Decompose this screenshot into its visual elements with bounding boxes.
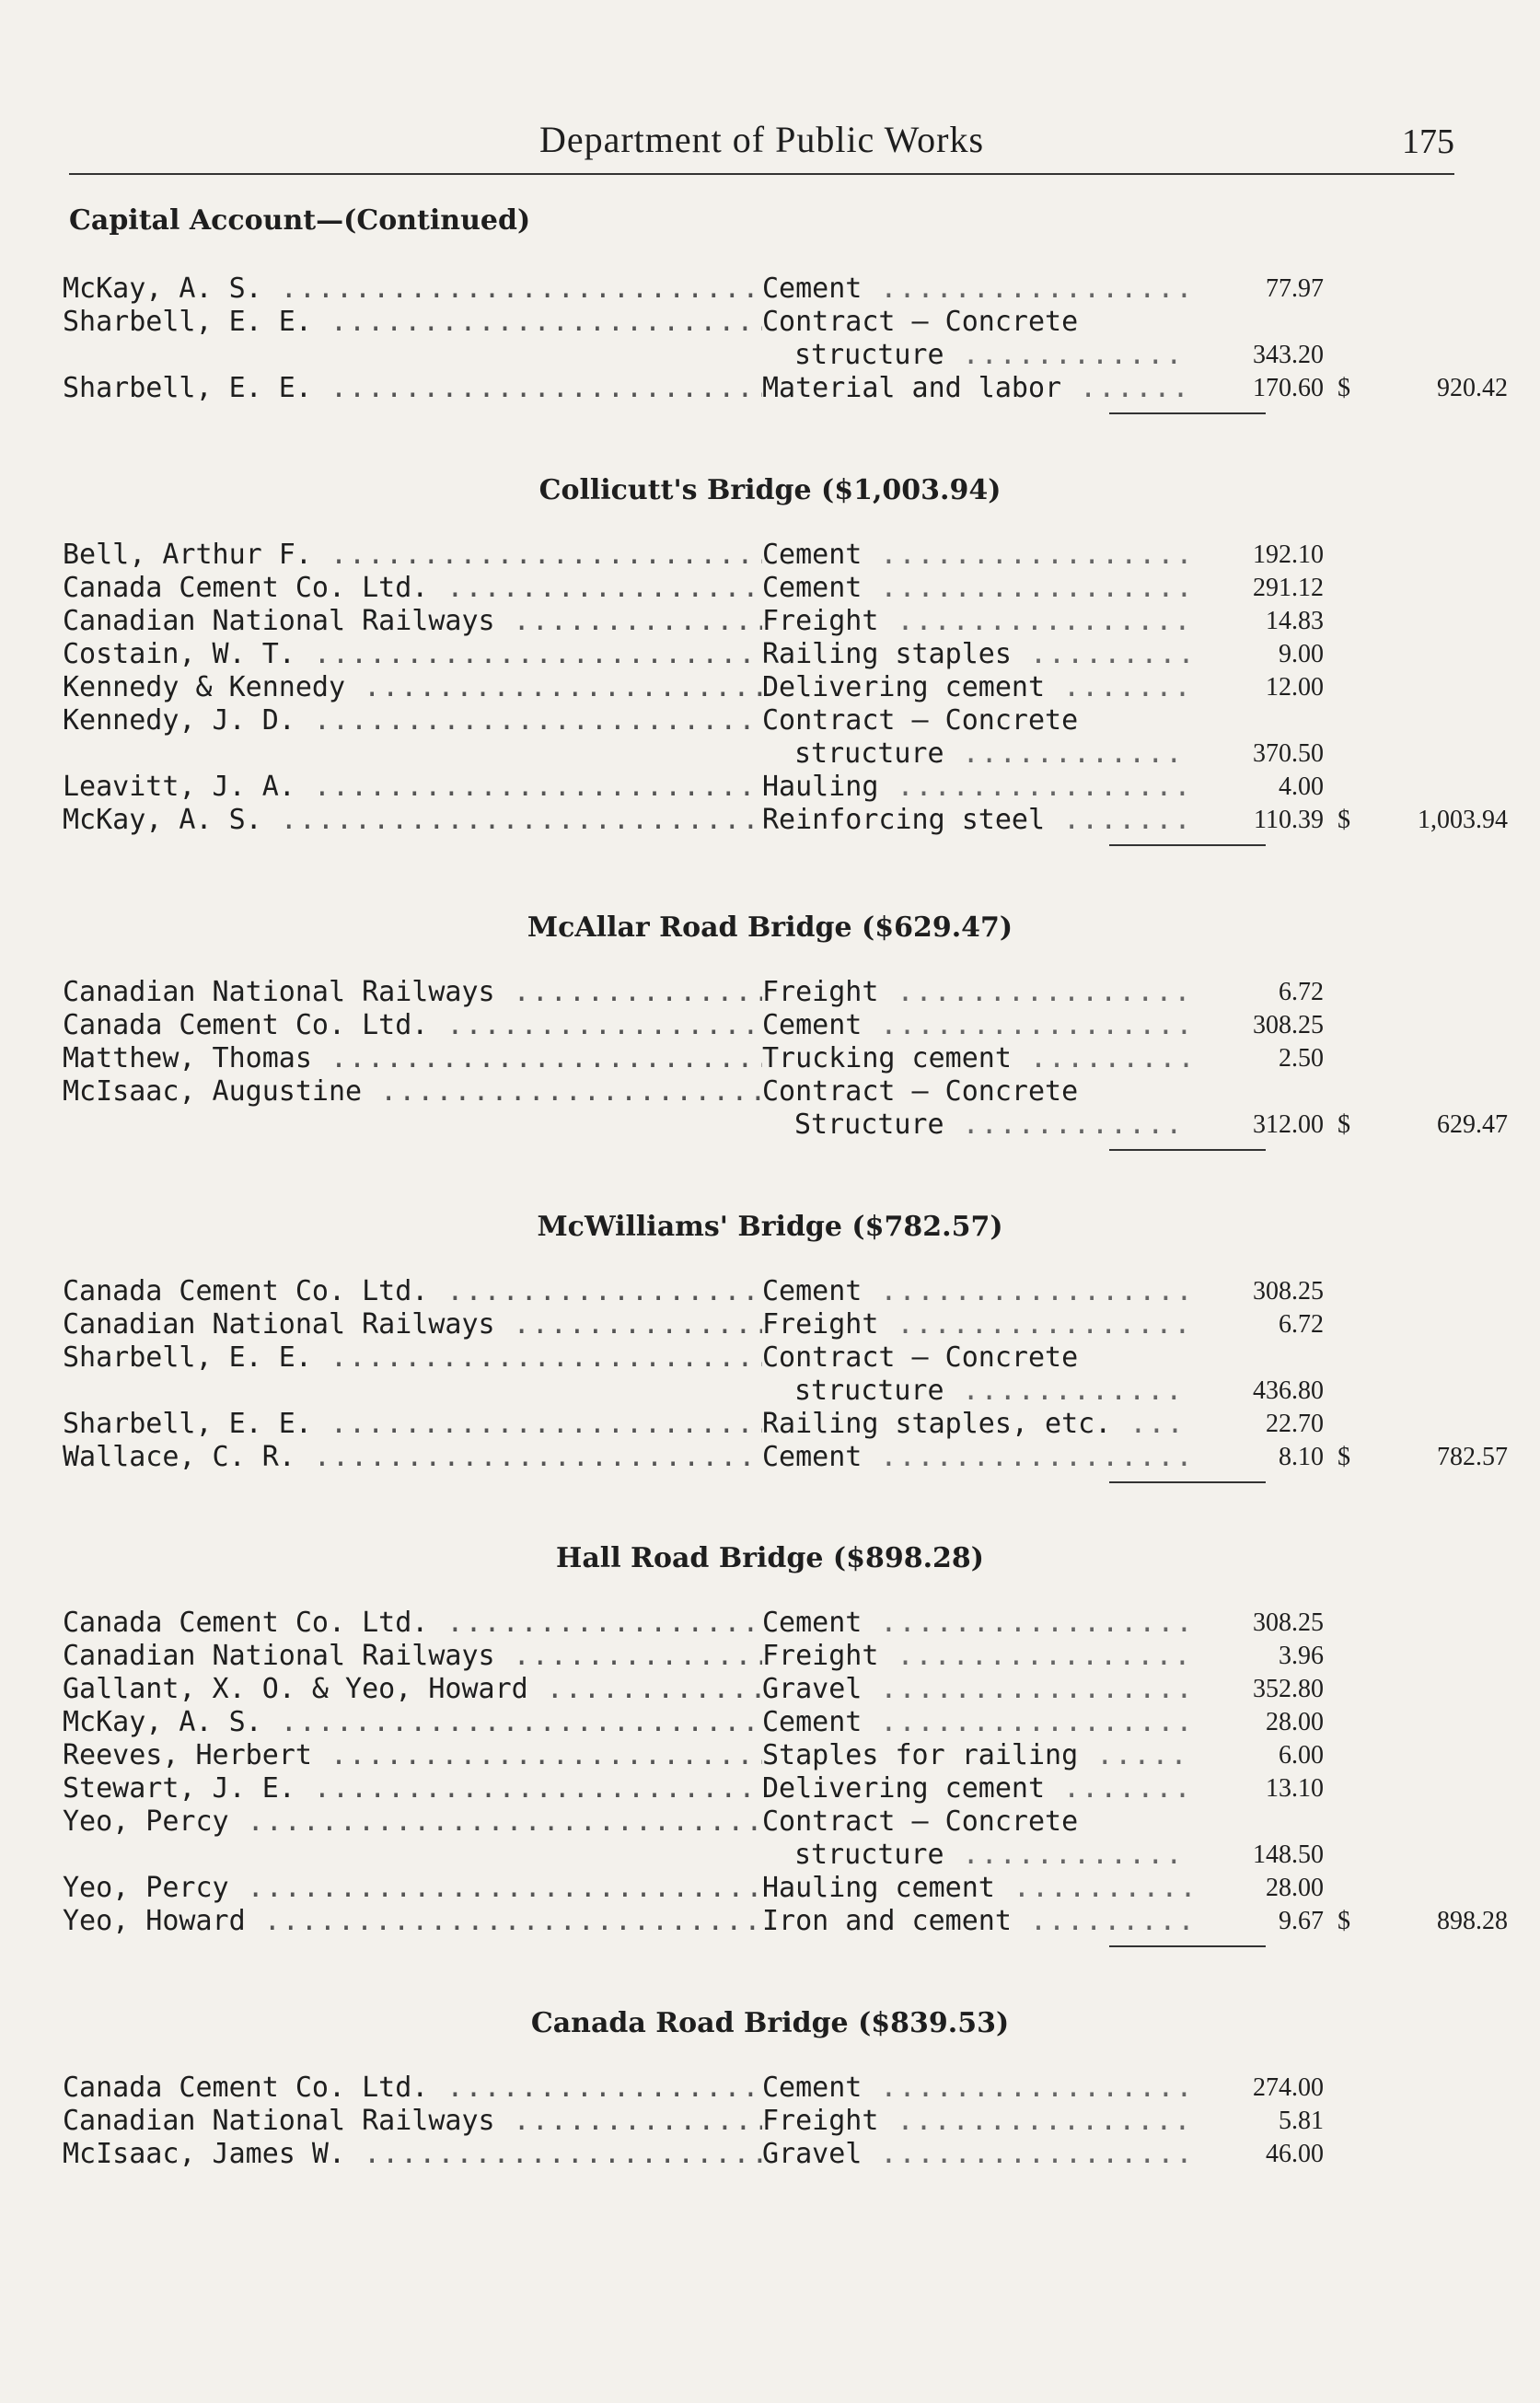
item-description: Contract — Concrete xyxy=(762,704,1079,737)
item-description: Cement ..... xyxy=(762,1275,1190,1308)
item-description: Cement ..... xyxy=(762,1706,1190,1739)
item-description: Contract — Concrete xyxy=(762,1805,1079,1838)
amount: 2.50 xyxy=(1279,1044,1324,1073)
payee-name: Canadian National Railways ..... xyxy=(63,1640,762,1673)
section-total: 782.57 xyxy=(1437,1443,1508,1471)
item-description: Gravel ..... xyxy=(762,1673,1190,1706)
ledger-row xyxy=(63,2105,1462,2138)
payee-name: Canada Cement Co. Ltd. ..... xyxy=(63,2072,762,2105)
payee-name: Canadian National Railways ..... xyxy=(63,976,762,1009)
item-description: Reinforcing steel ..... xyxy=(762,804,1190,837)
amount: 9.00 xyxy=(1279,640,1324,668)
item-description: Delivering cement ..... xyxy=(762,1772,1190,1805)
payee-name: Leavitt, J. A. ..... xyxy=(63,771,762,804)
page-number: 175 xyxy=(1402,122,1454,161)
amount: 28.00 xyxy=(1266,1874,1324,1902)
payee-name: Sharbell, E. E. ..... xyxy=(63,372,762,405)
ledger-row xyxy=(63,804,1508,837)
total-rule xyxy=(1109,1149,1266,1151)
payee-name: McIsaac, Augustine ..... xyxy=(63,1075,762,1109)
amount: 6.72 xyxy=(1279,978,1324,1006)
item-description: Hauling ..... xyxy=(762,771,1190,804)
item-description-continued: structure ..... xyxy=(794,737,1190,771)
amount: 308.25 xyxy=(1253,1011,1324,1039)
amount: 22.70 xyxy=(1266,1410,1324,1438)
section-title: Canada Road Bridge ($839.53) xyxy=(530,2007,1010,2039)
item-description: Staples for railing ..... xyxy=(762,1739,1190,1772)
amount: 12.00 xyxy=(1266,673,1324,702)
payee-name: Yeo, Howard ..... xyxy=(63,1905,762,1938)
amount: 28.00 xyxy=(1266,1708,1324,1736)
ledger-row xyxy=(63,1075,1508,1141)
item-description: Trucking cement ..... xyxy=(762,1042,1190,1075)
payee-name: Bell, Arthur F. ..... xyxy=(63,539,762,572)
payee-name: Wallace, C. R. ..... xyxy=(63,1441,762,1474)
amount: 370.50 xyxy=(1253,739,1324,768)
ledger-row xyxy=(63,539,1462,572)
payee-name: Canada Cement Co. Ltd. ..... xyxy=(63,1009,762,1042)
ledger-row xyxy=(63,572,1462,605)
item-description-continued: Structure ..... xyxy=(794,1109,1190,1142)
ledger-row xyxy=(63,1308,1462,1341)
amount: 46.00 xyxy=(1266,2140,1324,2168)
payee-name: McKay, A. S. ..... xyxy=(63,273,762,306)
payee-name: Yeo, Percy ..... xyxy=(63,1872,762,1905)
item-description: Freight ..... xyxy=(762,976,1190,1009)
item-description: Material and labor ..... xyxy=(762,372,1190,405)
item-description: Delivering cement ..... xyxy=(762,671,1190,704)
amount: 192.10 xyxy=(1253,540,1324,569)
payee-name: Costain, W. T. ..... xyxy=(63,638,762,671)
amount: 6.72 xyxy=(1279,1310,1324,1339)
amount: 9.67 xyxy=(1279,1907,1324,1935)
item-description: Freight ..... xyxy=(762,2105,1190,2138)
ledger-row xyxy=(63,605,1462,638)
section-title: Hall Road Bridge ($898.28) xyxy=(556,1542,984,1574)
payee-name: Canada Cement Co. Ltd. ..... xyxy=(63,1607,762,1640)
ledger-row xyxy=(63,273,1462,306)
amount: 8.10 xyxy=(1279,1443,1324,1471)
section-total: 898.28 xyxy=(1437,1907,1508,1935)
item-description: Railing staples ..... xyxy=(762,638,1190,671)
ledger-row xyxy=(63,1607,1462,1640)
item-description: Cement ..... xyxy=(762,1009,1190,1042)
section-total: 1,003.94 xyxy=(1418,806,1508,834)
amount: 6.00 xyxy=(1279,1741,1324,1770)
ledger-row xyxy=(63,1640,1462,1673)
amount: 170.60 xyxy=(1253,374,1324,402)
ledger-row xyxy=(63,1872,1462,1905)
section-title: McWilliams' Bridge ($782.57) xyxy=(537,1211,1003,1243)
ledger-row xyxy=(63,1673,1462,1706)
page-title: Department of Public Works xyxy=(538,119,985,160)
ledger-row xyxy=(63,2138,1462,2171)
amount: 352.80 xyxy=(1253,1675,1324,1703)
amount: 13.10 xyxy=(1266,1774,1324,1803)
ledger-row xyxy=(63,1042,1462,1075)
ledger-row xyxy=(63,1441,1508,1474)
capital-account-heading: Capital Account—(Continued) xyxy=(69,204,531,237)
amount: 148.50 xyxy=(1253,1840,1324,1869)
dollar-sign: $ xyxy=(1337,1110,1350,1139)
ledger-row xyxy=(63,704,1462,770)
amount: 110.39 xyxy=(1254,806,1324,834)
item-description: Contract — Concrete xyxy=(762,1341,1079,1374)
payee-name: Kennedy, J. D. ..... xyxy=(63,704,762,737)
payee-name: Canadian National Railways ..... xyxy=(63,2105,762,2138)
payee-name: Canada Cement Co. Ltd. ..... xyxy=(63,1275,762,1308)
item-description-continued: structure ..... xyxy=(794,339,1190,372)
payee-name: Canadian National Railways ..... xyxy=(63,605,762,638)
amount: 5.81 xyxy=(1279,2107,1324,2135)
item-description: Freight ..... xyxy=(762,1640,1190,1673)
amount: 436.80 xyxy=(1253,1376,1324,1405)
ledger-row xyxy=(63,671,1462,704)
ledger-row xyxy=(63,1706,1462,1739)
section-total: 629.47 xyxy=(1437,1110,1508,1139)
dollar-sign: $ xyxy=(1337,806,1350,834)
item-description: Contract — Concrete xyxy=(762,1075,1079,1108)
amount: 14.83 xyxy=(1266,607,1324,635)
ledger-row xyxy=(63,1275,1462,1308)
payee-name: Sharbell, E. E. ..... xyxy=(63,1341,762,1375)
amount: 308.25 xyxy=(1253,1277,1324,1306)
ledger-row xyxy=(63,372,1508,405)
amount: 77.97 xyxy=(1266,274,1324,303)
payee-name: Sharbell, E. E. ..... xyxy=(63,306,762,339)
item-description: Cement ..... xyxy=(762,539,1190,572)
section-total: 920.42 xyxy=(1437,374,1508,402)
item-description: Freight ..... xyxy=(762,605,1190,638)
section-title: McAllar Road Bridge ($629.47) xyxy=(527,911,1013,944)
payee-name: Sharbell, E. E. ..... xyxy=(63,1408,762,1441)
payee-name: Stewart, J. E. ..... xyxy=(63,1772,762,1805)
item-description: Cement ..... xyxy=(762,2072,1190,2105)
dollar-sign: $ xyxy=(1337,1907,1350,1935)
total-rule xyxy=(1109,1945,1266,1947)
item-description: Cement ..... xyxy=(762,1607,1190,1640)
payee-name: Gallant, X. O. & Yeo, Howard ..... xyxy=(63,1673,762,1706)
ledger-row xyxy=(63,1341,1462,1407)
item-description: Railing staples, etc. ..... xyxy=(762,1408,1190,1441)
amount: 3.96 xyxy=(1279,1642,1324,1670)
payee-name: Kennedy & Kennedy ..... xyxy=(63,671,762,704)
ledger-row xyxy=(63,1009,1462,1042)
payee-name: Canadian National Railways ..... xyxy=(63,1308,762,1341)
amount: 343.20 xyxy=(1253,341,1324,369)
ledger-row xyxy=(63,1739,1462,1772)
ledger-row xyxy=(63,1905,1508,1938)
ledger-row xyxy=(63,638,1462,671)
ledger-row xyxy=(63,1805,1462,1871)
ledger-row xyxy=(63,1408,1462,1441)
total-rule xyxy=(1109,412,1266,414)
payee-name: Canada Cement Co. Ltd. ..... xyxy=(63,572,762,605)
amount: 312.00 xyxy=(1253,1110,1324,1139)
payee-name: McIsaac, James W. ..... xyxy=(63,2138,762,2171)
ledger-row xyxy=(63,2072,1462,2105)
item-description: Contract — Concrete xyxy=(762,306,1079,338)
ledger-row xyxy=(63,771,1462,804)
item-description: Cement ..... xyxy=(762,273,1190,306)
item-description: Gravel ..... xyxy=(762,2138,1190,2171)
total-rule xyxy=(1109,1481,1266,1483)
item-description: Cement ..... xyxy=(762,572,1190,605)
ledger-row xyxy=(63,976,1462,1009)
payee-name: Reeves, Herbert ..... xyxy=(63,1739,762,1772)
amount: 291.12 xyxy=(1253,574,1324,602)
item-description: Iron and cement ..... xyxy=(762,1905,1190,1938)
item-description-continued: structure ..... xyxy=(794,1839,1190,1872)
amount: 4.00 xyxy=(1279,772,1324,801)
amount: 308.25 xyxy=(1253,1608,1324,1637)
dollar-sign: $ xyxy=(1337,1443,1350,1471)
item-description: Freight ..... xyxy=(762,1308,1190,1341)
ledger-row xyxy=(63,306,1462,371)
dollar-sign: $ xyxy=(1337,374,1350,402)
total-rule xyxy=(1109,844,1266,846)
item-description-continued: structure ..... xyxy=(794,1375,1190,1408)
amount: 274.00 xyxy=(1253,2073,1324,2102)
payee-name: McKay, A. S. ..... xyxy=(63,1706,762,1739)
item-description: Hauling cement ..... xyxy=(762,1872,1190,1905)
section-title: Collicutt's Bridge ($1,003.94) xyxy=(538,474,1002,506)
payee-name: Matthew, Thomas ..... xyxy=(63,1042,762,1075)
page-header xyxy=(69,118,1454,175)
payee-name: McKay, A. S. ..... xyxy=(63,804,762,837)
ledger-row xyxy=(63,1772,1462,1805)
item-description: Cement ..... xyxy=(762,1441,1190,1474)
payee-name: Yeo, Percy ..... xyxy=(63,1805,762,1839)
